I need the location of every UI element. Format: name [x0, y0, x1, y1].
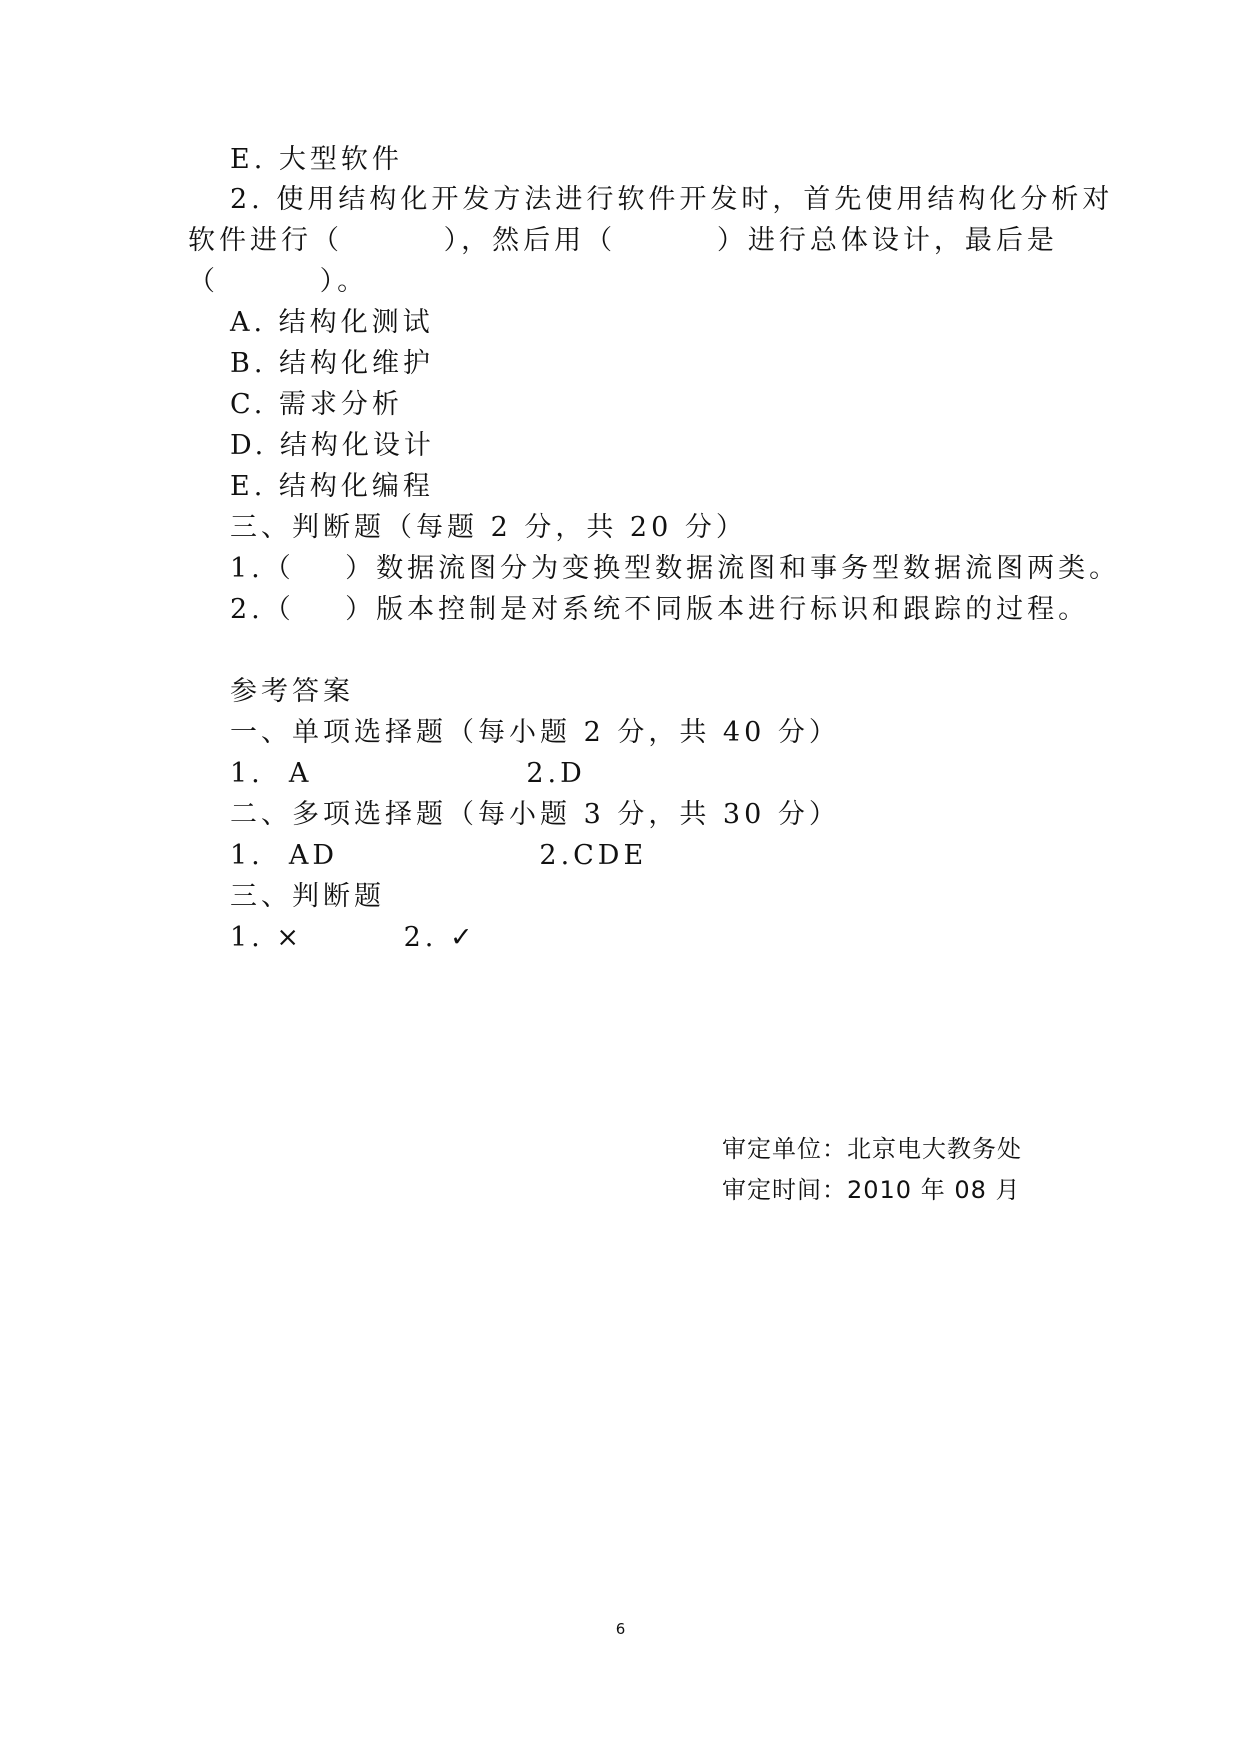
answers-multi-heading: 二、多项选择题（每小题 3 分，共 30 分） — [230, 799, 840, 830]
option-c: C. 需求分析 — [230, 389, 403, 420]
answers-title: 参考答案 — [230, 676, 354, 707]
answers-single-values: 1. A 2.D — [230, 758, 586, 789]
question-2-line-1: 2. 使用结构化开发方法进行软件开发时，首先使用结构化分析对 — [230, 184, 1114, 215]
answers-single-heading: 一、单项选择题（每小题 2 分，共 40 分） — [230, 717, 840, 748]
section-3-heading: 三、判断题（每题 2 分，共 20 分） — [230, 512, 747, 543]
option-a: A. 结构化测试 — [230, 307, 434, 338]
question-2-line-3: （ ）。 — [188, 266, 369, 297]
option-d: D. 结构化设计 — [230, 430, 435, 461]
judge-question-1: 1.（ ）数据流图分为变换型数据流图和事务型数据流图两类。 — [230, 553, 1121, 584]
question-2-line-2: 软件进行（ ），然后用（ ）进行总体设计，最后是 — [188, 225, 1058, 256]
answers-judge-heading: 三、判断题 — [230, 881, 385, 912]
option-e: E. 结构化编程 — [230, 471, 434, 502]
review-time: 审定时间：2010 年 08 月 — [722, 1176, 1021, 1204]
option-e-large-software: E. 大型软件 — [230, 144, 403, 175]
review-unit: 审定单位：北京电大教务处 — [722, 1135, 1022, 1163]
answers-multi-values: 1. AD 2.CDE — [230, 840, 648, 871]
judge-question-2: 2.（ ）版本控制是对系统不同版本进行标识和跟踪的过程。 — [230, 594, 1090, 625]
answers-judge-values: 1. × 2. ✓ — [230, 922, 477, 953]
option-b: B. 结构化维护 — [230, 348, 435, 379]
page-number: 6 — [615, 1620, 626, 1638]
